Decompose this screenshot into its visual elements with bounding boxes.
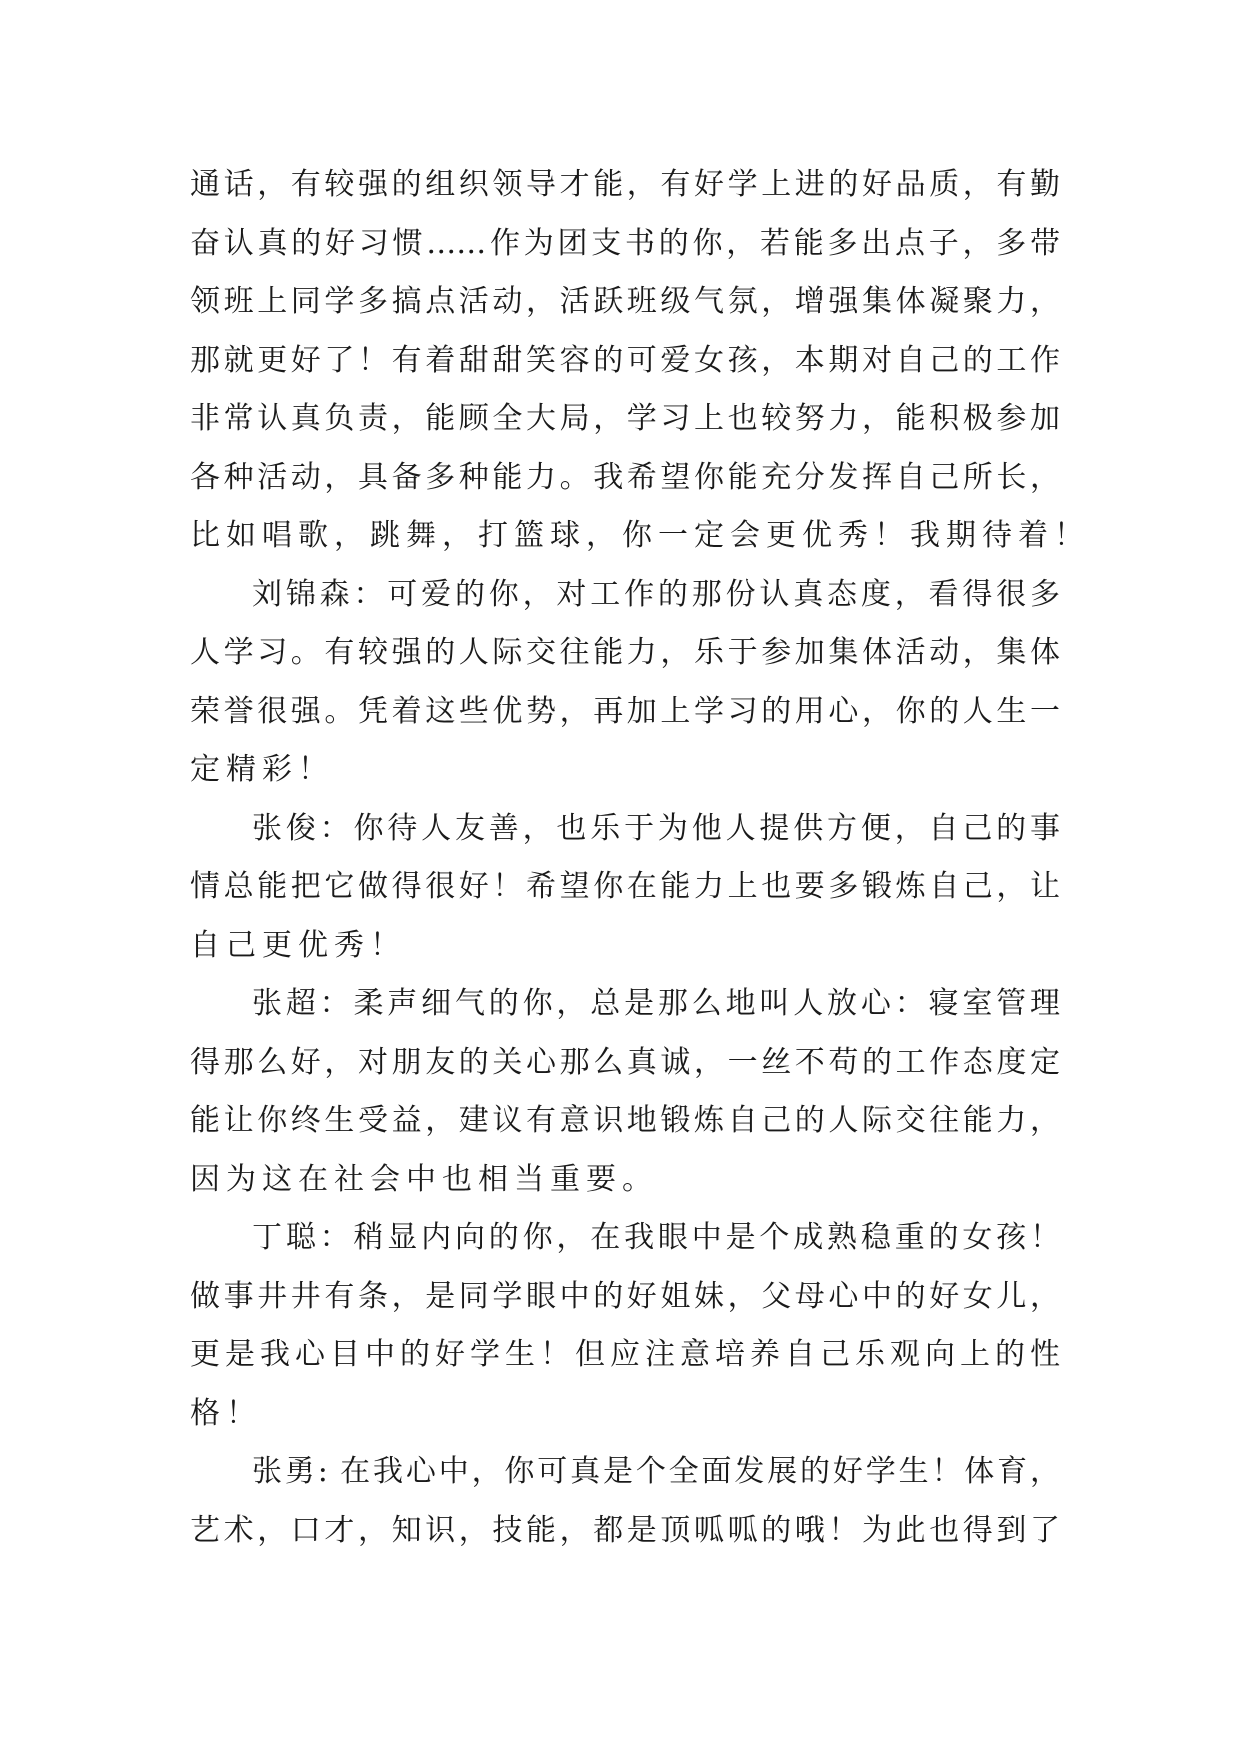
text-line: 做事井井有条，是同学眼中的好姐妹，父母心中的好女儿， [190,1278,1060,1314]
paragraph-start-line: 张俊：你待人友善，也乐于为他人提供方便，自己的事 [252,810,1060,846]
text-line: 因为这在社会中也相当重要。 [190,1161,658,1197]
text-line: 非常认真负责，能顾全大局，学习上也较努力，能积极参加 [190,401,1060,436]
text-line: 能让你终生受益，建议有意识地锻炼自己的人际交往能力， [190,1103,1060,1138]
text-line: 各种活动，具备多种能力。我希望你能充分发挥自己所长， [190,459,1060,495]
text-line: 情总能把它做得很好！希望你在能力上也要多锻炼自己，让 [190,869,1060,904]
text-line: 人学习。有较强的人际交往能力，乐于参加集体活动，集体 [190,635,1060,670]
text-line: 领班上同学多搞点活动，活跃班级气氛，增强集体凝聚力， [190,284,1060,319]
text-line: 通话，有较强的组织领导才能，有好学上进的好品质，有勤 [190,167,1060,202]
text-line: 比如唱歌，跳舞，打篮球，你一定会更优秀！我期待着！ [190,518,1090,553]
text-line: 那就更好了！有着甜甜笑容的可爱女孩，本期对自己的工作 [190,342,1060,378]
document-body [190,156,1090,1560]
paragraph-start-line: 丁聪：稍显内向的你，在我眼中是个成熟稳重的女孩！ [252,1220,1060,1255]
text-line: 得那么好，对朋友的关心那么真诚，一丝不苟的工作态度定 [190,1044,1060,1080]
text-line: 荣誉很强。凭着这些优势，再加上学习的用心，你的人生一 [190,693,1060,729]
text-line: 自己更优秀！ [190,927,406,963]
paragraph-start-line: 刘锦森：可爱的你，对工作的那份认真态度，看得很多 [252,576,1060,612]
paragraph-start-line: 张勇: 在我心中，你可真是个全面发展的好学生！体育， [252,1454,1060,1489]
paragraph-start-line: 张超：柔声细气的你，总是那么地叫人放心：寝室管理 [252,986,1060,1021]
text-line: 格！ [190,1395,262,1431]
text-line: 艺术，口才，知识，技能，都是顶呱呱的哦！为此也得到了 [190,1512,1060,1548]
text-line: 定精彩！ [190,752,334,787]
text-line: 奋认真的好习惯……作为团支书的你，若能多出点子，多带 [190,225,1060,261]
text-line: 更是我心目中的好学生！但应注意培养自己乐观向上的性 [190,1337,1060,1372]
